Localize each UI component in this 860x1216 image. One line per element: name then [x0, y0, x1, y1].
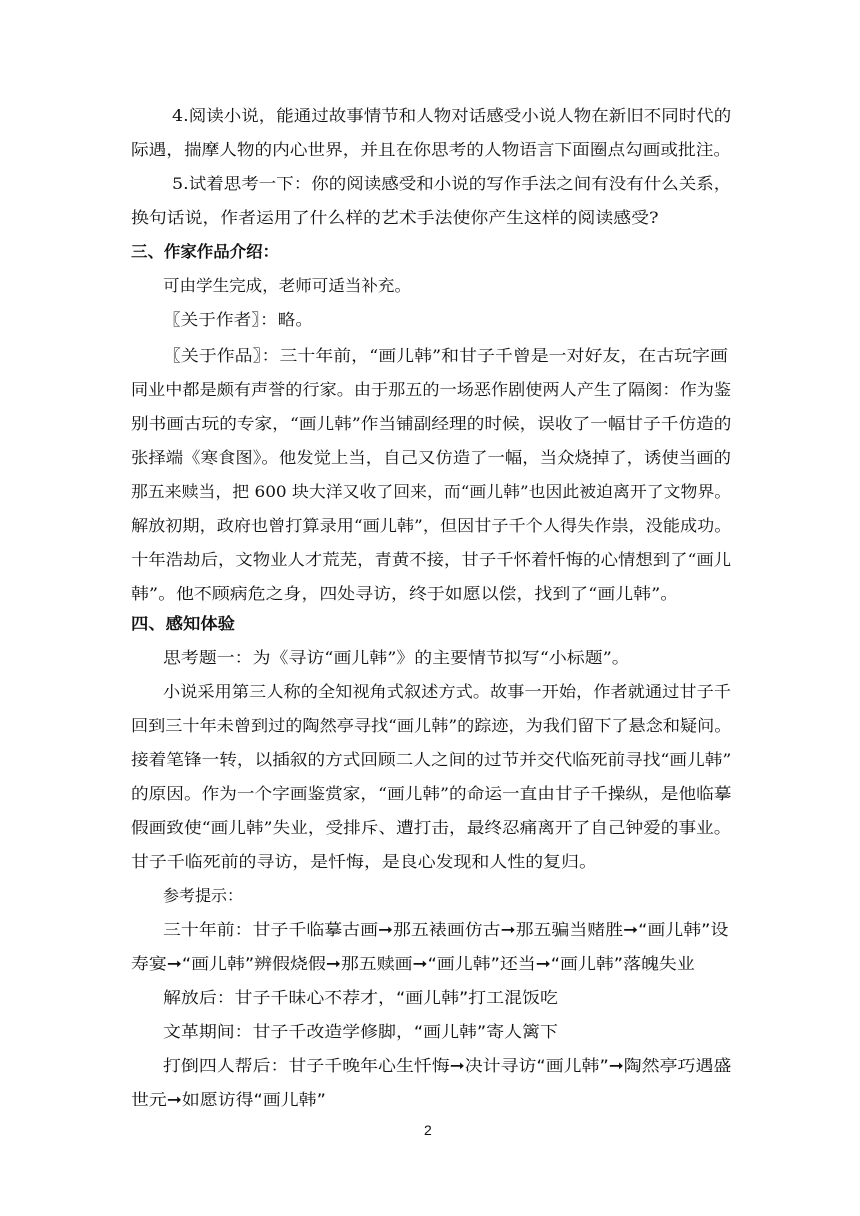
text-line: 张择端《寒食图》。他发觉上当，自己又仿造了一幅，当众烧掉了，诱使当画的	[131, 448, 732, 467]
text-line: 那五来赎当，把 600 块大洋又收了回来，而“画儿韩”也因此被迫离开了文物界。	[131, 482, 732, 501]
text-line: 韩”。他不顾病危之身，四处寻访，终于如愿以偿，找到了“画儿韩”。	[131, 584, 679, 603]
text-line: 寿宴➞“画儿韩”辨假烧假➞那五赎画➞“画儿韩”还当➞“画儿韩”落魄失业	[131, 954, 695, 973]
text-line: 换句话说，作者运用了什么样的艺术手法使你产生这样的阅读感受?	[131, 208, 659, 227]
text-line: 解放后：甘子千昧心不荐才，“画儿韩”打工混饭吃	[163, 988, 558, 1007]
text-line: 文革期间：甘子千改造学修脚，“画儿韩”寄人篱下	[163, 1022, 558, 1041]
text-line: 世元➞如愿访得“画儿韩”	[131, 1090, 326, 1109]
text-line: 可由学生完成，老师可适当补充。	[163, 276, 412, 295]
text-line: 同业中都是颇有声誉的行家。由于那五的一场恶作剧使两人产生了隔阂：作为鉴	[131, 380, 732, 399]
text-line: 四、感知体验	[131, 614, 236, 633]
text-line: 十年浩劫后，文物业人才荒芜，青黄不接，甘子千怀着忏悔的心情想到了“画儿	[131, 550, 732, 569]
page-number: 2	[424, 1122, 432, 1138]
text-line: 的原因。作为一个字画鉴赏家，“画儿韩”的命运一直由甘子千操纵，是他临摹	[131, 784, 732, 803]
text-line: 〖关于作者〗：略。	[163, 310, 314, 329]
text-line: 5.试着思考一下：你的阅读感受和小说的写作手法之间有没有什么关系，	[172, 174, 732, 193]
text-line: 〖关于作品〗：三十年前，“画儿韩”和甘子千曾是一对好友，在古玩字画	[163, 346, 728, 365]
text-line: 小说采用第三人称的全知视角式叙述方式。故事一开始，作者就通过甘子千	[163, 682, 732, 701]
text-line: 甘子千临死前的寻访，是忏悔，是良心发现和人性的复归。	[131, 852, 597, 871]
text-line: 回到三十年未曾到过的陶然亭寻找“画儿韩”的踪迹，为我们留下了悬念和疑问。	[131, 716, 732, 735]
text-line: 打倒四人帮后：甘子千晚年心生忏悔➞决计寻访“画儿韩”➞陶然亭巧遇盛	[163, 1056, 732, 1075]
text-line: 接着笔锋一转，以插叙的方式回顾二人之间的过节并交代临死前寻找“画儿韩”	[131, 750, 732, 769]
text-line: 别书画古玩的专家，“画儿韩”作当铺副经理的时候，误收了一幅甘子千仿造的	[131, 414, 732, 433]
text-line: 三十年前：甘子千临摹古画➞那五裱画仿古➞那五骗当赌胜➞“画儿韩”设	[163, 920, 729, 939]
text-line: 思考题一：为《寻访“画儿韩”》的主要情节拟写“小标题”。	[163, 648, 630, 667]
text-line: 假画致使“画儿韩”失业，受排斥、遭打击，最终忍痛离开了自己钟爱的事业。	[131, 818, 732, 837]
text-line: 际遇，揣摩人物的内心世界，并且在你思考的人物语言下面圈点勾画或批注。	[131, 140, 732, 159]
text-line: 参考提示：	[163, 886, 244, 905]
text-line: 4.阅读小说，能通过故事情节和人物对话感受小说人物在新旧不同时代的	[172, 106, 732, 125]
text-line: 解放初期，政府也曾打算录用“画儿韩”，但因甘子千个人得失作祟，没能成功。	[131, 516, 732, 535]
text-line: 三、作家作品介绍：	[131, 242, 280, 261]
